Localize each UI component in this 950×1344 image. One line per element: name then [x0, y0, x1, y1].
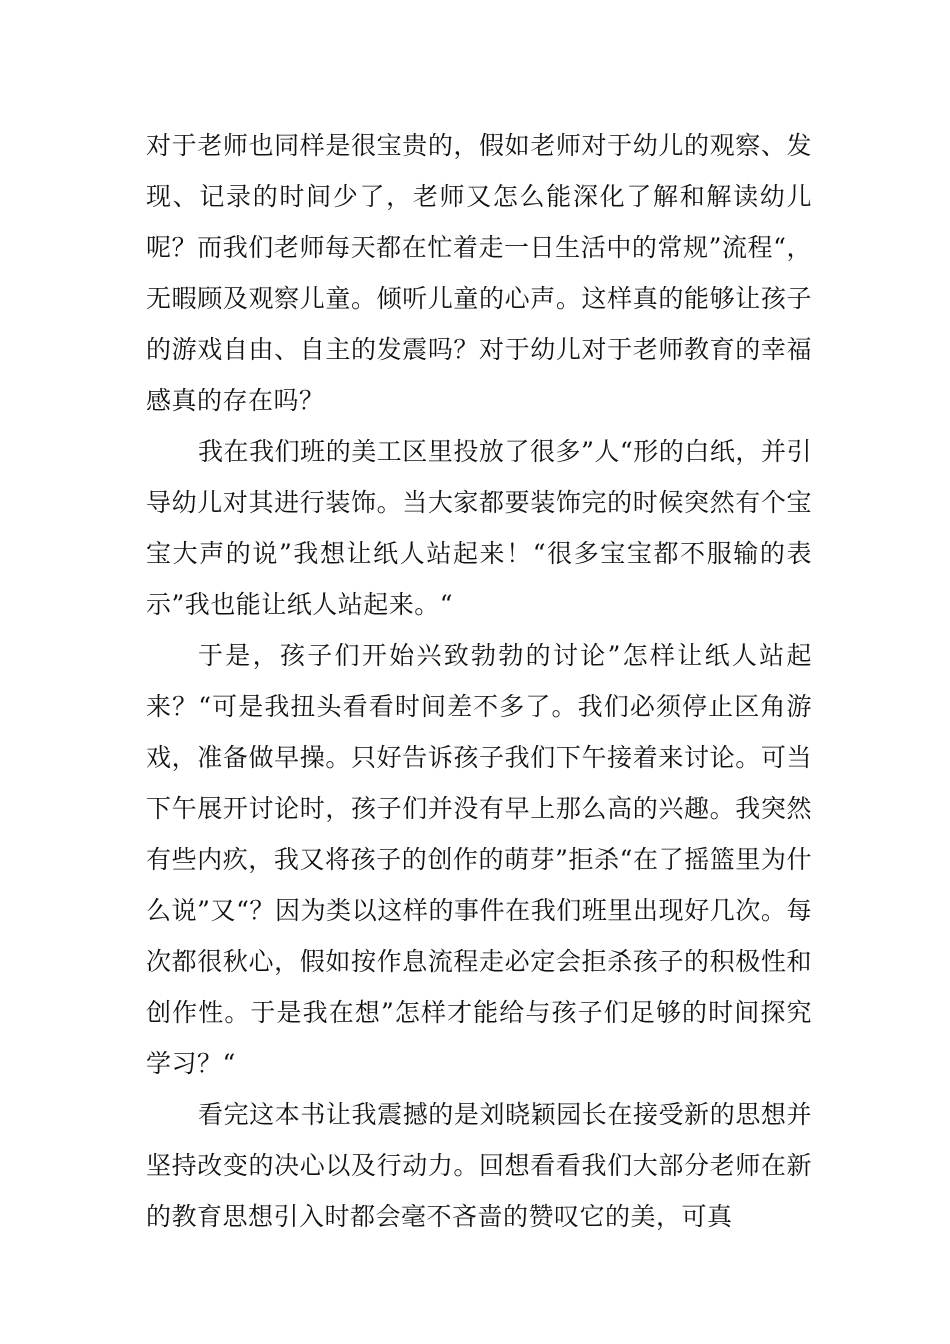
document-body	[146, 120, 812, 1242]
paragraph-2: 我在我们班的美工区里投放了很多”人“形的白纸，并引导幼儿对其进行装饰。当大家都要装饰完的时候突然有个宝宝大声的说”我想让纸人站起来！“很多宝宝都不服输的表示”我也能让纸人站起来。“	[146, 437, 812, 619]
paragraph-3: 于是，孩子们开始兴致勃勃的讨论”怎样让纸人站起来？“可是我扭头看看时间差不多了。我们必须停止区角游戏，准备做早操。只好告诉孩子我们下午接着来讨论。可当下午展开讨论时，孩子们并没有早上那么高的兴趣。我突然有些内疚，我又将孩子的创作的萌芽”拒杀“在了摇篮里为什么说”又“？因为类以这样的事件在我们班里出现好几次。每次都很秋心，假如按作息流程走必定会拒杀孩子的积极性和创作性。于是我在想”怎样才能给与孩子们足够的时间探究学习？“	[146, 641, 812, 1078]
paragraph-4: 看完这本书让我震撼的是刘晓颖园长在接受新的思想并坚持改变的决心以及行动力。回想看看我们大部分老师在新的教育思想引入时都会毫不吝啬的赞叹它的美，可真	[146, 1100, 812, 1231]
paragraph-1: 对于老师也同样是很宝贵的，假如老师对于幼儿的观察、发现、记录的时间少了，老师又怎么能深化了解和解读幼儿呢？而我们老师每天都在忙着走一日生活中的常规”流程“，无暇顾及观察儿童。倾听儿童的心声。这样真的能够让孩子的游戏自由、自主的发震吗？对于幼儿对于老师教育的幸福感真的存在吗？	[146, 131, 812, 415]
